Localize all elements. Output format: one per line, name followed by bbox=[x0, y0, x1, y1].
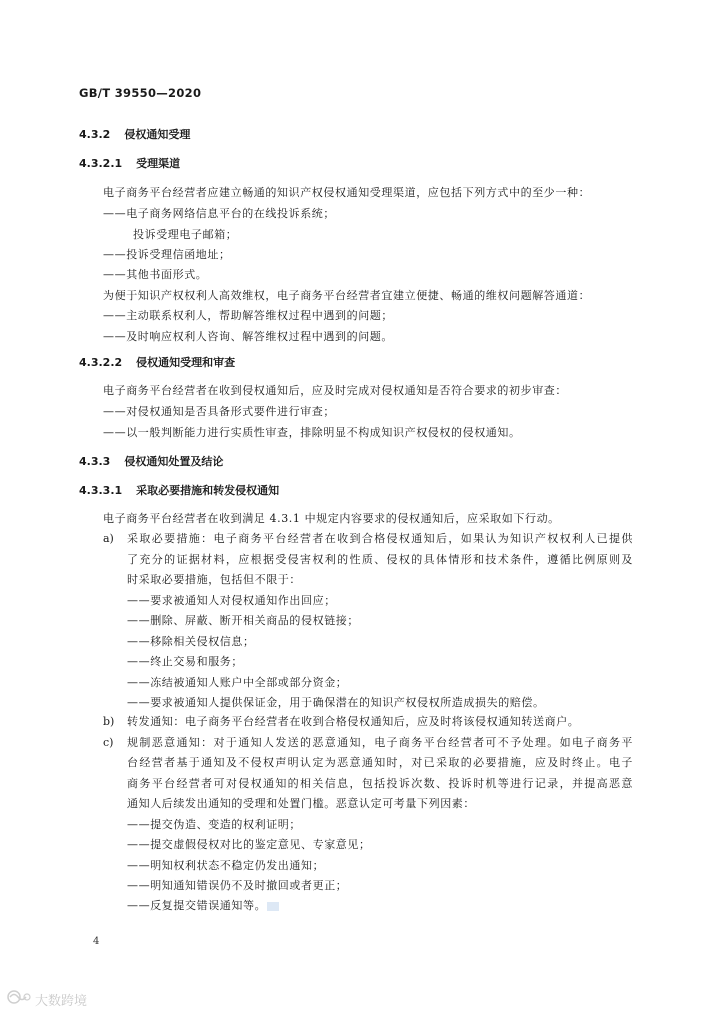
section-number: 4.3.3 bbox=[79, 455, 111, 468]
section-heading-4-3-2-1 bbox=[79, 157, 180, 171]
paragraph-line: 了充分的证据材料，应根据受侵害权利的性质、侵权的具体情形和技术条件，遵循比例原则及 bbox=[127, 553, 633, 566]
dash-list-item: ——提交伪造、变造的权利证明； bbox=[127, 818, 301, 831]
dash-list-item: ——电子商务网络信息平台的在线投诉系统； bbox=[103, 207, 335, 220]
list-label-a: a) bbox=[103, 532, 114, 545]
section-number: 4.3.2 bbox=[79, 128, 111, 141]
dash-list-item: ——以一般判断能力进行实质性审查，排除明显不构成知识产权侵权的侵权通知。 bbox=[103, 426, 521, 439]
paragraph-line: 台经营者基于通知及不侵权声明认定为恶意通知时，对已采取的必要措施，应及时终止。电子 bbox=[127, 756, 633, 769]
section-heading-4-3-3-1 bbox=[79, 484, 279, 498]
dash-list-item: ——投诉受理信函地址； bbox=[103, 248, 231, 261]
paragraph-line: 转发通知：电子商务平台经营者在收到合格侵权通知后，应及时将该侵权通知转送商户。 bbox=[127, 715, 580, 728]
dash-list-item: ——主动联系权利人，帮助解答维权过程中遇到的问题； bbox=[103, 309, 393, 322]
dash-list-item: ——及时响应权利人咨询、解答维权过程中遇到的问题。 bbox=[103, 330, 393, 343]
section-heading-4-3-2-2 bbox=[79, 356, 235, 370]
standard-number: GB/T 39550—2020 bbox=[79, 86, 202, 100]
dash-list-item-text: ——反复提交错误通知等。 bbox=[127, 899, 267, 912]
dash-list-item: ——要求被通知人提供保证金，用于确保潜在的知识产权侵权所造成损失的赔偿。 bbox=[127, 696, 545, 709]
section-number: 4.3.3.1 bbox=[79, 484, 123, 497]
section-title: 侵权通知受理和审查 bbox=[136, 356, 236, 369]
dash-list-item: ——明知权利状态不稳定仍发出通知； bbox=[127, 859, 325, 872]
list-label-b: b) bbox=[103, 715, 115, 728]
dash-list-item: ——提交虚假侵权对比的鉴定意见、专家意见； bbox=[127, 838, 371, 851]
watermark-text: 大数跨境 bbox=[35, 993, 88, 1009]
section-title: 受理渠道 bbox=[136, 157, 181, 170]
dash-list-item bbox=[127, 899, 279, 913]
paragraph-line: 电子商务平台经营者在收到满足 4.3.1 中规定内容要求的侵权通知后，应采取如下行动。 bbox=[103, 512, 560, 525]
watermark bbox=[6, 990, 87, 1008]
dash-list-item: ——其他书面形式。 bbox=[103, 268, 208, 281]
paragraph-line: 采取必要措施：电子商务平台经营者在收到合格侵权通知后，如果认为知识产权权利人已提供 bbox=[127, 532, 633, 545]
highlight-mark bbox=[267, 902, 279, 911]
paragraph-line: 为便于知识产权权利人高效维权，电子商务平台经营者宜建立便捷、畅通的维权问题解答通道： bbox=[103, 289, 591, 302]
dash-list-item: ——要求被通知人对侵权通知作出回应； bbox=[127, 594, 336, 607]
dash-list-item: ——移除相关侵权信息； bbox=[127, 635, 255, 648]
dash-list-item: ——对侵权通知是否具备形式要件进行审查； bbox=[103, 405, 335, 418]
dash-list-item: ——冻结被通知人账户中全部或部分资金； bbox=[127, 676, 348, 689]
list-item: 投诉受理电子邮箱； bbox=[133, 228, 238, 241]
paragraph-line: 时采取必要措施，包括但不限于： bbox=[127, 573, 301, 586]
page-number: 4 bbox=[93, 936, 100, 947]
paragraph-line: 通知人后续发出通知的受理和处置门槛。恶意认定可考量下列因素： bbox=[127, 797, 475, 810]
section-number: 4.3.2.1 bbox=[79, 157, 123, 170]
dash-list-item: ——明知通知错误仍不及时撤回或者更正； bbox=[127, 879, 348, 892]
section-title: 侵权通知处置及结论 bbox=[124, 455, 224, 468]
paragraph-line: 规制恶意通知：对于通知人发送的恶意通知，电子商务平台经营者可不予处理。如电子商务平 bbox=[127, 736, 633, 749]
dash-list-item: ——删除、屏蔽、断开相关商品的侵权链接； bbox=[127, 614, 359, 627]
paragraph-line: 商务平台经营者可对侵权通知的相关信息，包括投诉次数、投诉时机等进行记录，并提高恶意 bbox=[127, 777, 633, 790]
paragraph-line: 电子商务平台经营者在收到侵权通知后，应及时完成对侵权通知是否符合要求的初步审查： bbox=[103, 384, 567, 397]
dash-list-item: ——终止交易和服务； bbox=[127, 655, 243, 668]
section-heading-4-3-2 bbox=[79, 128, 190, 142]
section-heading-4-3-3 bbox=[79, 455, 223, 469]
list-label-c: c) bbox=[103, 736, 114, 749]
section-title: 采取必要措施和转发侵权通知 bbox=[136, 484, 280, 497]
paragraph-line: 电子商务平台经营者应建立畅通的知识产权侵权通知受理渠道，应包括下列方式中的至少一种： bbox=[103, 186, 591, 199]
section-number: 4.3.2.2 bbox=[79, 356, 123, 369]
section-title: 侵权通知受理 bbox=[124, 128, 191, 141]
watermark-logo-icon bbox=[6, 989, 35, 1009]
